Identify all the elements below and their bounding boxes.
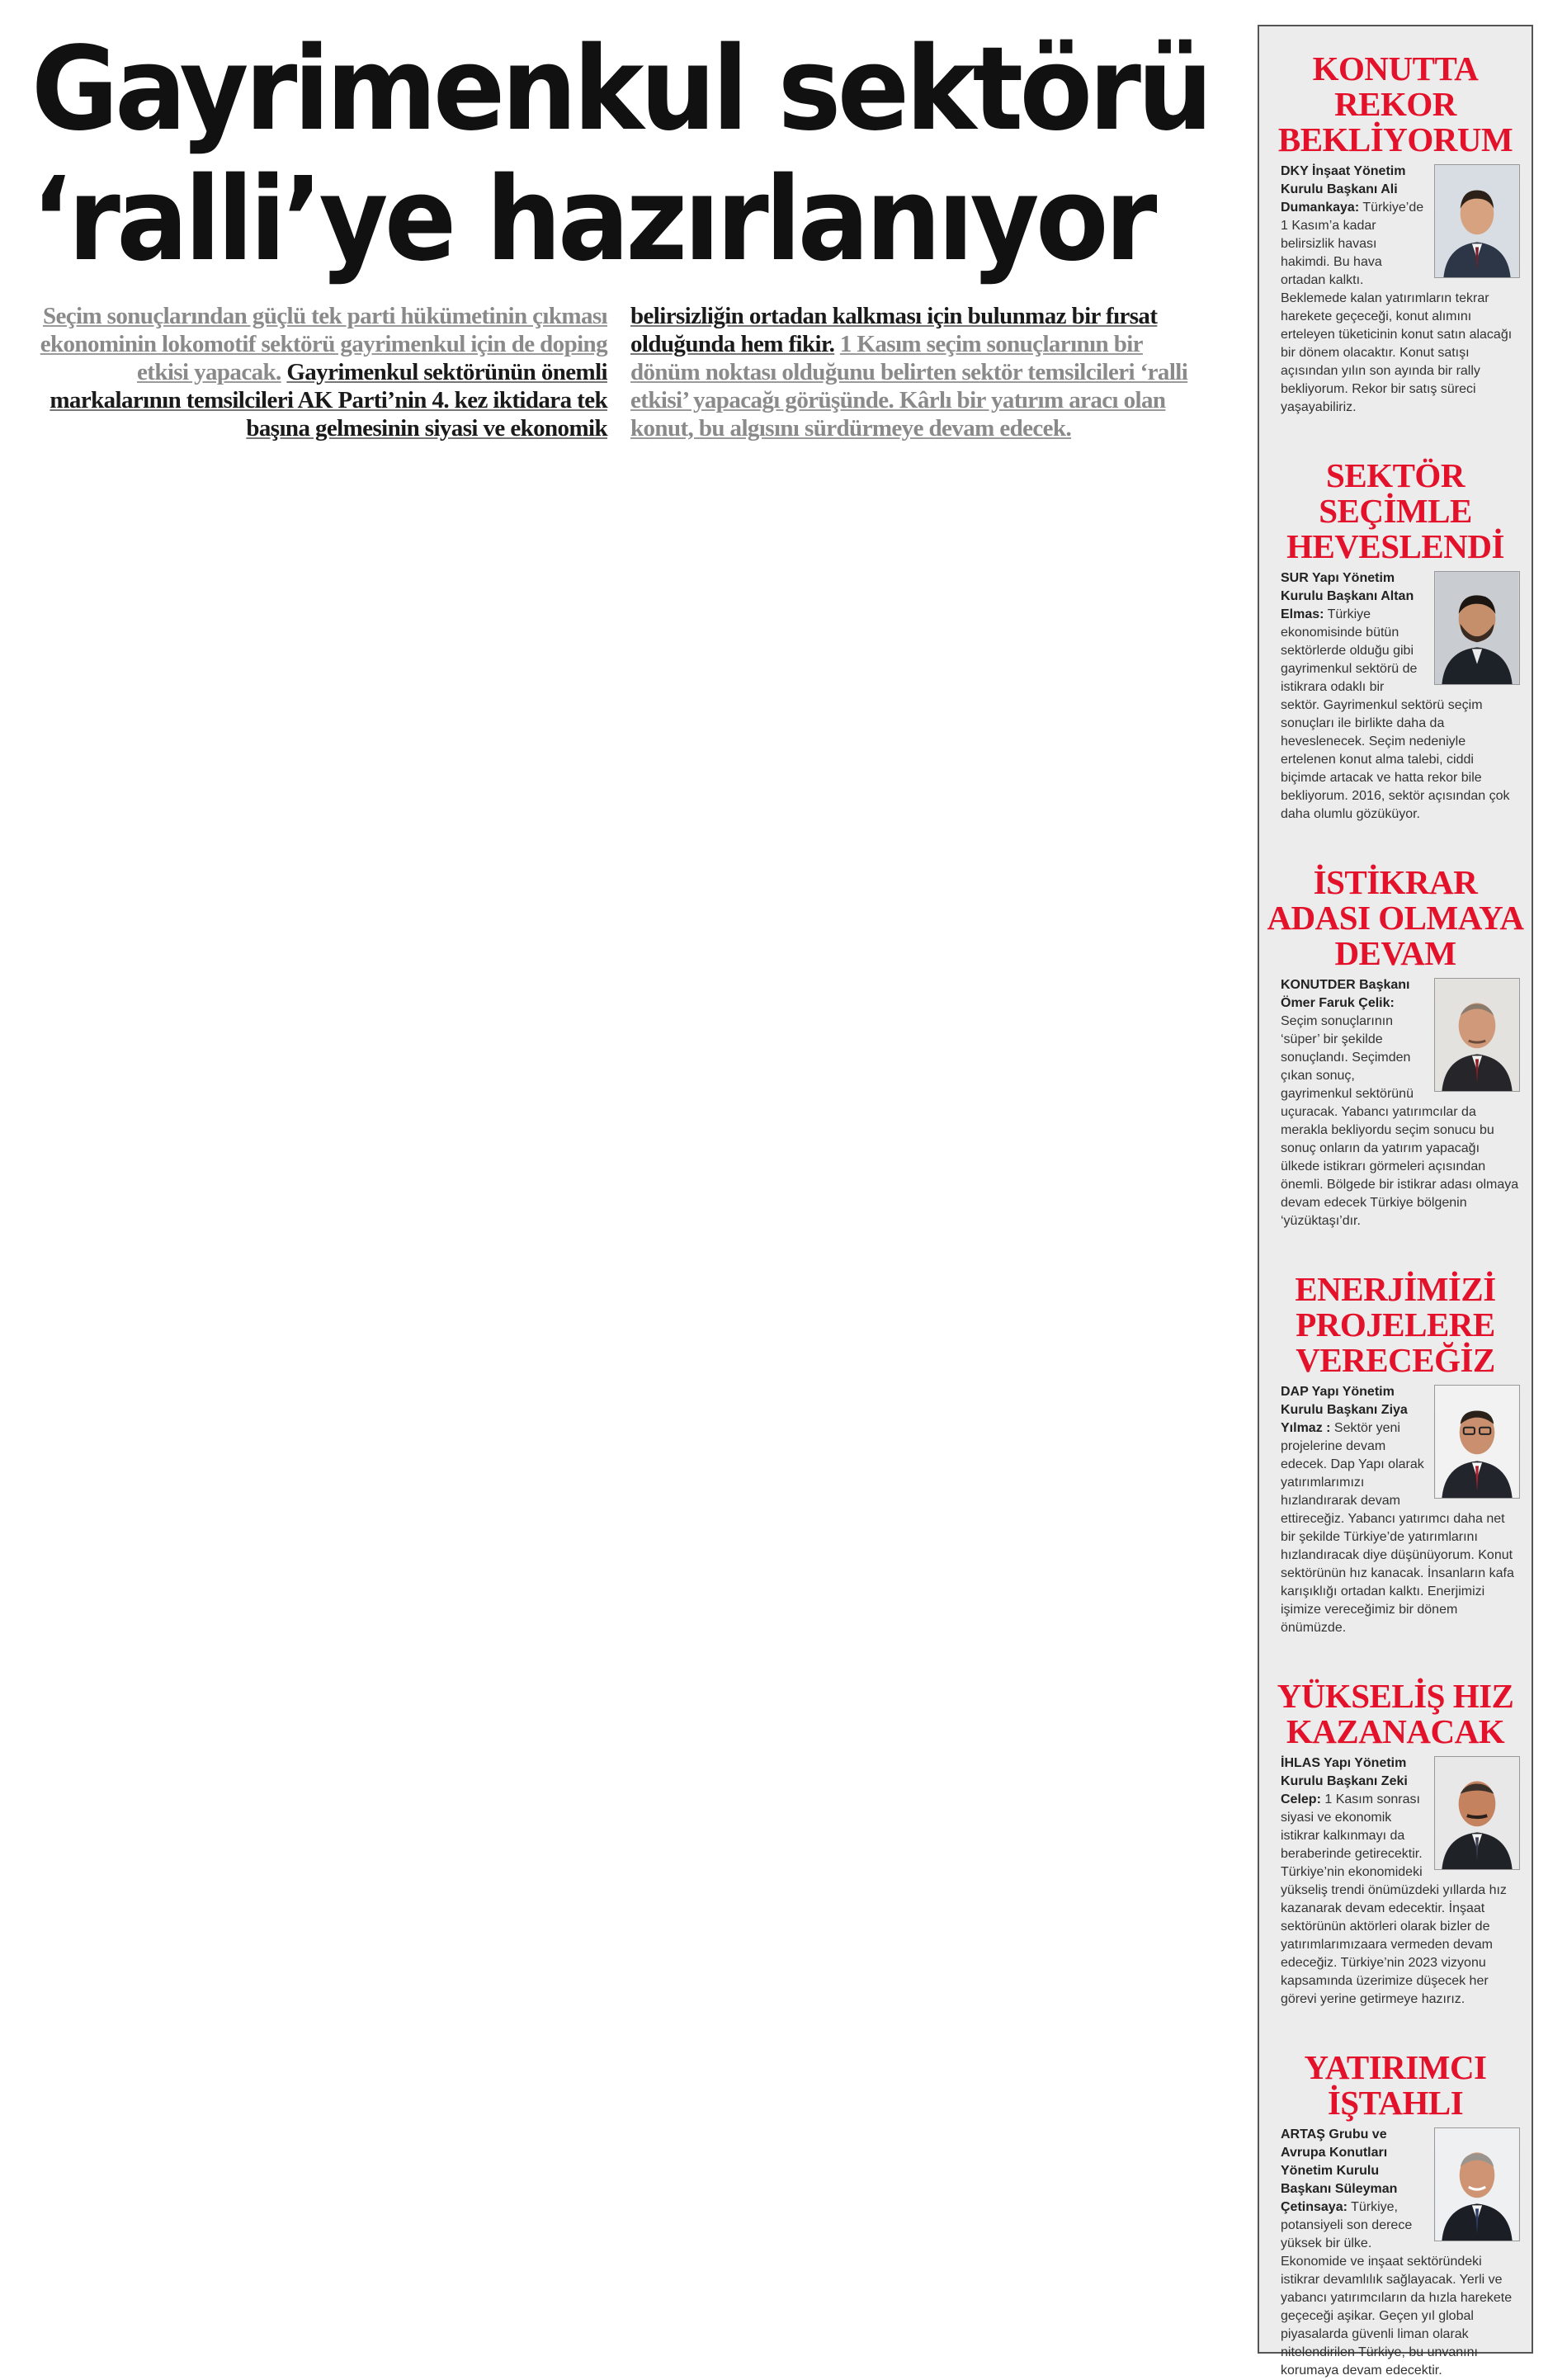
sidebar-title: [1259, 1272, 1532, 1378]
person-icon: [1435, 979, 1519, 1091]
title-line: KONUTTA: [1312, 50, 1479, 87]
portrait-photo: [1434, 1385, 1520, 1499]
sidebar-item: [1259, 1272, 1532, 1637]
title-line: BEKLİYORUM: [1277, 120, 1513, 158]
lead-left-dark: Gayrimenkul sektörünün önemli markalarının temsilcileri AK Parti’nin 4. kez iktidara tek başına gelmesinin siyasi ve ekonomik: [50, 359, 607, 442]
speaker-quote: Türkiye ekonomisinde bütün sektörlerde olduğu gibi gayrimenkul sektörü de istikrara odaklı bir sektör. Gayrimenkul sektörü seçim sonuçları ile birlikte daha da heveslenecek. Seçim nedeniyle ertelenen konut alma talebi, ciddi biçimde artacak ve hatta rekor bile bekliyorum. 2016, sektör açısından çok daha olumlu gözüküyor.: [1281, 607, 1510, 821]
sidebar-item: [1259, 51, 1532, 417]
quotes-sidebar: [1258, 25, 1533, 2378]
portrait-photo: [1434, 164, 1520, 278]
lead-right-grey: 1 Kasım seçim sonuçlarının bir dönüm noktası olduğunu belirten sektör temsilcileri ‘ralli etkisi’ yapacağı görüşünde. Kârlı bir yatırım aracı olan konut, bu algısını sürdürmeye devam edecek.: [630, 331, 1188, 442]
sidebar-item: [1259, 2050, 1532, 2380]
title-line: PROJELERE: [1296, 1306, 1495, 1343]
speaker-name: ARTAŞ Grubu ve Avrupa Konutları Yönetim Kurulu Başkanı Süleyman Çetinsaya:: [1281, 2127, 1398, 2214]
sidebar-item: [1259, 458, 1532, 824]
person-icon: [1435, 1757, 1519, 1869]
speaker-name: SUR Yapı Yönetim Kurulu Başkanı Altan Elmas:: [1281, 571, 1414, 621]
sidebar-title: [1259, 865, 1532, 971]
person-icon: [1435, 2128, 1519, 2241]
portrait-photo: [1434, 2127, 1520, 2241]
sidebar-body: [1281, 1383, 1520, 1637]
title-line: HEVESLENDİ: [1286, 527, 1504, 565]
speaker-quote: Türkiye, potansiyeli son derece yüksek bir ülke. Ekonomide ve inşaat sektöründeki istikrar devamlılık sağlayacak. Yerli ve yabancı yatırımcıların da hızla harekete geçeceği aşikar. Geçen yıl global piyasalarda güvenli liman olarak nitelendirilen Türkiye, bu unvanını korumaya devam edecektir.: [1281, 2200, 1513, 2378]
person-icon: [1435, 572, 1519, 684]
speaker-name: KONUTDER Başkanı Ömer Faruk Çelik:: [1281, 978, 1410, 1010]
portrait-photo: [1434, 571, 1520, 685]
sidebar-title: [1259, 2050, 1532, 2121]
speaker-quote: 1 Kasım sonrası siyasi ve ekonomik istikrar kalkınmayı da beraberinde getirecektir. Türkiye’nin ekonomideki yükseliş trendi önümüzdeki yıllarda hız kazanarak devam edecektir. İnşaat sektörünün aktörleri olarak bizler de yatırımlarımızaara vermeden devam edeceğiz. Türkiye’nin 2023 vizyonu kapsamında üzerimize düşecek her görevi yerine getirmeye hazırız.: [1281, 1792, 1507, 2006]
title-line: DEVAM: [1334, 934, 1456, 972]
headline-line-2: ‘ralli’ye hazırlanıyor: [31, 153, 1154, 287]
title-line: İSTİKRAR: [1313, 863, 1478, 901]
sidebar-body: [1281, 976, 1520, 1230]
sidebar-item: [1259, 1679, 1532, 2009]
portrait-photo: [1434, 978, 1520, 1092]
sidebar-title: [1259, 458, 1532, 564]
person-icon: [1435, 165, 1519, 277]
title-line: YATIRIMCI: [1304, 2048, 1487, 2086]
speaker-name: DAP Yapı Yönetim Kurulu Başkanı Ziya Yılmaz :: [1281, 1385, 1408, 1435]
sidebar-body: [1281, 163, 1520, 417]
title-line: SEKTÖR: [1326, 456, 1465, 494]
title-line: SEÇİMLE: [1319, 492, 1472, 530]
lead-right-dark: belirsizliğin ortadan kalkması için bulunmaz bir fırsat olduğunda hem fikir.: [630, 303, 1158, 357]
title-line: KAZANACAK: [1286, 1712, 1505, 1750]
lead-column-left: [31, 302, 607, 442]
title-line: VERECEĞİZ: [1296, 1341, 1495, 1379]
lead-left-grey: Seçim sonuçlarından güçlü tek parti hükümetinin çıkması ekonominin lokomotif sektörü gayrimenkul için de doping etkisi yapacak.: [40, 303, 607, 385]
speaker-quote: Seçim sonuçlarının ‘süper’ bir şekilde sonuçlandı. Seçimden çıkan sonuç, gayrimenkul sektörünü uçuracak. Yabancı yatırımcılar da merakla bekliyordu seçim sonucu bu sonuç onların da yatırım yapacağı ülkede istikrarı görmeleri açısından önemli. Bölgede bir istikrar adası olmaya devam edecek Türkiye bölgenin ‘yüzüktaşı’dır.: [1281, 1014, 1519, 1228]
title-line: ENERJİMİZİ: [1295, 1270, 1496, 1308]
sidebar-body: [1281, 569, 1520, 824]
speaker-name: DKY İnşaat Yönetim Kurulu Başkanı Ali Dumankaya:: [1281, 164, 1406, 215]
sidebar-title: [1259, 1679, 1532, 1750]
sidebar-item: [1259, 865, 1532, 1230]
person-icon: [1435, 1386, 1519, 1498]
title-line: YÜKSELİŞ HIZ: [1277, 1677, 1514, 1715]
title-line: İŞTAHLI: [1327, 2084, 1464, 2122]
lead-column-right: [630, 302, 1206, 442]
speaker-name: İHLAS Yapı Yönetim Kurulu Başkanı Zeki Celep:: [1281, 1756, 1408, 1806]
speaker-quote: Türkiye’de 1 Kasım’a kadar belirsizlik havası hakimdi. Bu hava ortadan kalktı. Beklemede kalan yatırımların tekrar harekete geçeceği, konut alımını erteleyen tüketicinin konut satın alacağı bir dönem olacaktır. Konut satışı açısından yılın son ayında bir rally bekliyorum. Rekor bir satış süreci yaşayabiliriz.: [1281, 201, 1513, 414]
sidebar-title: [1259, 51, 1532, 158]
title-line: REKOR: [1334, 85, 1456, 123]
headline-line-1: Gayrimenkul sektörü: [31, 22, 1210, 157]
sidebar-body: [1281, 2126, 1520, 2380]
portrait-photo: [1434, 1756, 1520, 1870]
speaker-quote: Sektör yeni projelerine devam edecek. Dap Yapı olarak yatırımlarımızı hızlandırarak devam ettireceğiz. Yabancı yatırımcı daha net bir şekilde Türkiye’de yatırımlarını hızlandıracak diye düşünüyorum. Konut sektörünün hız kanacak. İnsanların kafa karışıklığı ortadan kalktı. Enerjimizi işimize vereceğimiz bir dönem önümüzde.: [1281, 1421, 1514, 1635]
title-line: ADASI OLMAYA: [1267, 899, 1524, 937]
sidebar-body: [1281, 1754, 1520, 2009]
headline: [31, 22, 1210, 287]
